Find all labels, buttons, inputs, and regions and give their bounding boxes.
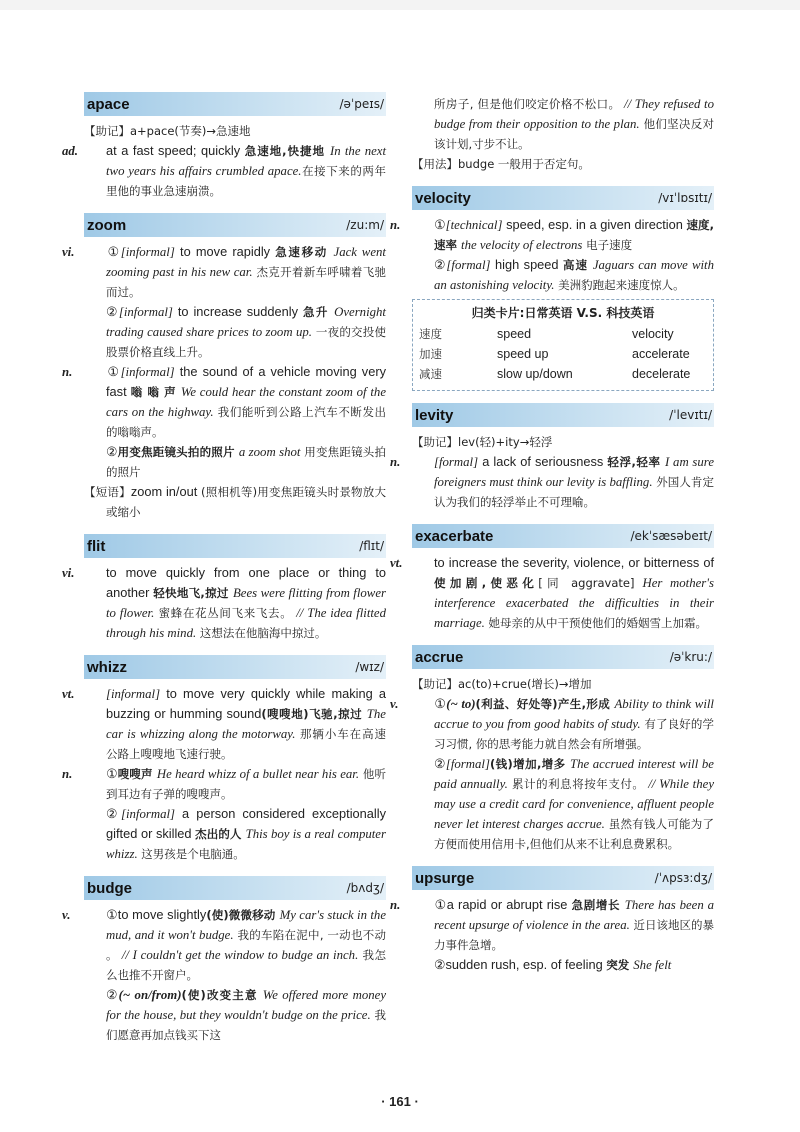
example: While they may use a credit card for convenience, affluent people never let interest charges accrue. — [434, 777, 715, 831]
example-separator: // — [644, 777, 660, 791]
card-tech: velocity — [632, 327, 674, 341]
example-cn: 美洲豹跑起来速度惊人。 — [554, 278, 685, 292]
example-cn: 虽然有钱人可能为了方便而使用信用卡,但他们从来不让利息费累积。 — [434, 817, 714, 851]
entry-header — [84, 534, 386, 558]
definition: a rapid or abrupt rise — [446, 897, 572, 912]
example-cn: 累计的利息将按年支付。 — [507, 777, 645, 791]
part-of-speech: vi. — [62, 245, 75, 259]
definition-cn: (钱)增加,增多 — [489, 757, 570, 771]
example: We could hear the constant zoom of the cars on the highway. — [106, 385, 386, 419]
sense-number: ① — [106, 907, 118, 922]
example-cn: 我们愿意再加点钱买下这 — [106, 1008, 387, 1042]
right-column — [390, 94, 715, 987]
definition-cn: 嗖嗖声 — [117, 767, 157, 781]
example-cn: 她母亲的从中干预使他们的婚姻雪上加霜。 — [484, 616, 707, 630]
register-label: [informal] — [106, 687, 161, 701]
definition-cn: 急速地,快捷地 — [244, 144, 331, 158]
example: In the next two years his affairs crumbled apace. — [106, 144, 387, 178]
example: I couldn't get the window to budge an inch. — [132, 948, 359, 962]
sense-number: ① — [434, 897, 447, 912]
mnemonic-text: lev(轻)+ity→轻浮 — [458, 435, 553, 449]
register-label: [technical] — [445, 218, 503, 232]
definition-cn: (利益、好处等)产生,形成 — [475, 697, 615, 711]
sense — [390, 452, 714, 512]
pattern: (~ on/from) — [118, 988, 182, 1002]
sense-number: ② — [106, 304, 119, 319]
sense-number: ① — [106, 364, 121, 379]
example: Her mother's interference exacerbated the difficulties in their marriage. — [434, 576, 714, 630]
register-label: [informal] — [120, 807, 176, 821]
example-cn: 这男孩是个电脑通。 — [137, 847, 245, 861]
phonetic: /əˈpeɪs/ — [339, 97, 384, 111]
definition-cn: 突发 — [606, 958, 634, 972]
definition-cn: 轻快地飞,掠过 — [153, 586, 233, 600]
part-of-speech: n. — [62, 767, 73, 781]
entry-header — [412, 645, 714, 669]
example-cn: 那辆小车在高速公路上嗖嗖地飞速行驶。 — [106, 727, 386, 761]
sense-number: ① — [434, 696, 447, 711]
card-cn: 速度 — [419, 327, 442, 341]
part-of-speech: v. — [62, 908, 71, 922]
sense — [62, 362, 386, 442]
entry-whizz — [62, 655, 386, 864]
card-daily: slow up/down — [497, 367, 573, 381]
example: This boy is a real computer whizz. — [106, 827, 386, 861]
sense — [62, 764, 386, 804]
left-column — [62, 92, 387, 1057]
mnemonic-tag: 【助记】 — [412, 435, 458, 449]
usage — [412, 154, 714, 174]
sense — [62, 242, 386, 302]
definition-cn: 高速 — [563, 258, 593, 272]
entry-upsurge — [390, 866, 714, 975]
mnemonic-text: a+pace(节奏)→急速地 — [130, 124, 251, 138]
example-cn: 我怎么也推不开窗户。 — [106, 948, 387, 982]
pattern: (~ to) — [446, 697, 476, 711]
entry-header — [84, 876, 386, 900]
definition: speed, esp. in a given direction — [502, 217, 687, 232]
part-of-speech: n. — [390, 218, 401, 232]
example: Jaguars can move with an astonishing velocity. — [434, 258, 714, 292]
entry-levity — [390, 403, 714, 512]
definition: to move very quickly while making a buzzing or humming sound — [106, 686, 386, 721]
definition-cn: 急速移动 — [275, 245, 334, 259]
register-label: [formal] — [445, 757, 490, 771]
sense — [62, 684, 386, 764]
sense — [412, 955, 714, 975]
part-of-speech: vi. — [62, 566, 75, 580]
headword: exacerbate — [415, 527, 494, 545]
phonetic: /flɪt/ — [359, 539, 384, 553]
example: The idea flitted through his mind. — [106, 606, 387, 640]
example: He heard whizz of a bullet near his ear. — [156, 767, 360, 781]
definition-cn: (嗖嗖地)飞驰,掠过 — [261, 707, 367, 721]
sense-number: ② — [106, 444, 118, 459]
definition: high speed — [490, 257, 564, 272]
definition-cn: 轻浮,轻率 — [607, 455, 666, 469]
headword: levity — [415, 406, 454, 424]
example: Ability to think will accrue to you from good habits of study. — [434, 697, 714, 731]
part-of-speech: vt. — [62, 687, 75, 701]
sense — [390, 895, 714, 955]
phonetic: /zu:m/ — [346, 218, 384, 232]
page-top-edge — [0, 0, 800, 10]
example-cn: 用变焦距镜头拍的照片 — [106, 445, 386, 479]
example-cn: 所房子, 但是他们咬定价格不松口。 — [434, 97, 621, 111]
sense-number: ② — [434, 957, 446, 972]
phrase-text: zoom in/out — [130, 484, 202, 499]
sense-number: ② — [106, 987, 119, 1002]
card-daily: speed — [497, 327, 532, 341]
register-label: [informal] — [120, 245, 175, 259]
headword: upsurge — [415, 869, 475, 887]
part-of-speech: v. — [390, 697, 399, 711]
entry-accrue — [390, 645, 715, 854]
definition: to move slightly — [117, 907, 207, 922]
definition-cn: 用变焦距镜头拍的照片 — [117, 445, 239, 459]
example: Bees were flitting from flower to flower. — [106, 586, 386, 620]
example-cn: 他听到耳边有子弹的嗖嗖声。 — [106, 767, 386, 801]
definition: to move rapidly — [174, 244, 276, 259]
entry-header — [412, 186, 714, 210]
entry-header — [412, 524, 714, 548]
definition-cn: 杰出的人 — [195, 827, 246, 841]
part-of-speech: ad. — [62, 144, 78, 158]
example: The accrued interest will be paid annually. — [434, 757, 714, 791]
headword: velocity — [415, 189, 471, 207]
example: She felt — [633, 958, 672, 972]
definition-cn: 速度,速率 — [434, 218, 714, 252]
card-row — [419, 364, 707, 384]
synonym: [同 aggravate] — [538, 576, 643, 590]
headword: budge — [87, 879, 132, 897]
phonetic: /bʌdʒ/ — [346, 881, 384, 895]
definition: a lack of seriousness — [478, 454, 608, 469]
sense-number: ② — [434, 257, 447, 272]
phrase-tag: 【短语】 — [84, 485, 131, 499]
card-daily: speed up — [497, 347, 549, 361]
definition-cn: 急剧增长 — [571, 898, 625, 912]
part-of-speech: n. — [390, 898, 401, 912]
sense-number: ① — [434, 217, 446, 232]
example-cn: 近日该地区的暴力事件急增。 — [434, 918, 714, 952]
register-label: [formal] — [446, 258, 491, 272]
phrase — [84, 482, 386, 522]
example-cn: 他们坚决反对该计划,寸步不让。 — [434, 117, 714, 151]
example: the velocity of electrons — [461, 238, 583, 252]
definition: a person considered exceptionally gifted or skilled — [106, 806, 386, 841]
headword: zoom — [87, 216, 127, 234]
card-tech: decelerate — [632, 367, 691, 381]
card-title: 归类卡片:日常英语 V.S. 科技英语 — [471, 306, 655, 320]
example: We offered more money for the house, but they wouldn't budge on the price. — [106, 988, 386, 1022]
phonetic: /ˈlevɪtɪ/ — [669, 408, 712, 422]
sense-number: ① — [106, 244, 121, 259]
phonetic: /ˈʌpsɜ:dʒ/ — [654, 871, 712, 885]
example-cn: 外国人肯定认为我们的轻浮举止不可理喻。 — [434, 475, 714, 509]
definition-cn: 急升 — [302, 305, 335, 319]
entry-exacerbate — [390, 524, 714, 633]
example-separator: // — [118, 948, 133, 962]
phonetic: /ekˈsæsəbeɪt/ — [630, 529, 712, 543]
card-row — [419, 344, 707, 364]
sense — [412, 754, 714, 854]
example-separator: // — [292, 606, 308, 620]
example: The car is whizzing along the motorway. — [106, 707, 386, 741]
example: There has been a recent upsurge of violence in the area. — [434, 898, 714, 932]
sense — [412, 255, 714, 295]
sense-continued — [412, 94, 714, 154]
mnemonic — [412, 432, 714, 452]
part-of-speech: vt. — [390, 556, 403, 570]
definition-cn: (使)微微移动 — [206, 908, 280, 922]
definition: sudden rush, esp. of feeling — [445, 957, 607, 972]
register-label: [formal] — [434, 455, 479, 469]
mnemonic — [84, 121, 386, 141]
usage-text: budge 一般用于否定句。 — [458, 157, 590, 171]
phonetic: /əˈkru:/ — [669, 650, 712, 664]
headword: whizz — [87, 658, 127, 676]
entry-budge-continued — [412, 94, 714, 174]
page-number: · 161 · — [381, 1094, 419, 1109]
headword: apace — [87, 95, 130, 113]
part-of-speech: n. — [390, 455, 401, 469]
entry-flit — [62, 534, 387, 643]
mnemonic-text: ac(to)+crue(增长)→增加 — [458, 677, 592, 691]
example-cn: 有了良好的学习习惯, 你的思考能力就自然会有所增强。 — [434, 717, 714, 751]
definition-cn: 使加剧,使恶化 — [434, 576, 539, 590]
sense-number: ② — [106, 806, 121, 821]
register-label: [informal] — [118, 305, 173, 319]
definition: to increase suddenly — [172, 304, 303, 319]
sense-number: ① — [106, 766, 118, 781]
sense — [84, 804, 386, 864]
mnemonic-tag: 【助记】 — [412, 677, 458, 691]
card-cn: 加速 — [419, 347, 442, 361]
sense-number: ② — [434, 756, 446, 771]
sense — [390, 694, 714, 754]
mnemonic-tag: 【助记】 — [84, 124, 130, 138]
sense — [84, 985, 386, 1045]
example: I am sure foreigners must think our levity is baffling. — [434, 455, 714, 489]
register-label: [informal] — [120, 365, 175, 379]
example-separator: // — [620, 97, 635, 111]
example: a zoom shot — [238, 445, 301, 459]
phrase-cn: (照相机等)用变焦距镜头时景物放大或缩小 — [106, 485, 386, 519]
example-cn: 蜜蜂在花丛间飞来飞去。 — [154, 606, 293, 620]
entry-apace — [62, 92, 387, 201]
entry-header — [84, 213, 386, 237]
definition-cn: 嗡 嗡 声 — [130, 385, 181, 399]
entry-velocity — [390, 186, 714, 295]
headword: flit — [87, 537, 106, 555]
example-cn: 我们能听到公路上汽车不断发出的嗡嗡声。 — [106, 405, 386, 439]
phonetic: /vɪˈlɒsɪtɪ/ — [658, 191, 712, 205]
sense — [62, 905, 387, 985]
example: My car's stuck in the mud, and it won't budge. — [106, 908, 386, 942]
entry-header — [84, 92, 386, 116]
definition: to move quickly from one place or thing to another — [106, 565, 386, 600]
entry-header — [412, 866, 714, 890]
entry-budge — [62, 876, 387, 1045]
usage-tag: 【用法】 — [412, 157, 458, 171]
example-cn: 一夜的交投使股票价格直线上升。 — [106, 325, 386, 359]
definition: at a fast speed; quickly — [106, 143, 245, 158]
part-of-speech: n. — [62, 365, 73, 379]
example-cn: 电子速度 — [582, 238, 633, 252]
example-cn: 这想法在他脑海中掠过。 — [196, 626, 327, 640]
definition: to increase the severity, violence, or bitterness of — [434, 555, 714, 570]
mnemonic — [412, 674, 714, 694]
example-cn: 我的车陷在泥中, 一动也不动 。 — [106, 928, 386, 962]
example: They refused to budge from their opposition to the plan. — [434, 97, 714, 131]
sense — [84, 442, 386, 482]
phonetic: /wɪz/ — [355, 660, 384, 674]
headword: accrue — [415, 648, 464, 666]
example: Overnight trading caused share prices to zoom up. — [106, 305, 386, 339]
sense — [390, 215, 714, 255]
card-row — [419, 324, 707, 344]
card-tech: accelerate — [632, 347, 690, 361]
example-cn: 杰克开着新车呼啸着飞驰而过。 — [106, 265, 386, 299]
entry-zoom — [62, 213, 386, 522]
entry-header — [84, 655, 386, 679]
vocabulary-card — [412, 299, 714, 391]
sense — [390, 553, 714, 633]
entry-header — [412, 403, 714, 427]
definition-cn: (使)改变主意 — [181, 988, 263, 1002]
example: Jack went zooming past in his new car. — [106, 245, 386, 279]
example-cn: 在接下来的两年里他的事业急速崩溃。 — [106, 164, 386, 198]
sense — [62, 141, 387, 201]
card-cn: 减速 — [419, 367, 442, 381]
sense — [84, 302, 386, 362]
sense — [62, 563, 387, 643]
definition: the sound of a vehicle moving very fast — [106, 364, 386, 399]
